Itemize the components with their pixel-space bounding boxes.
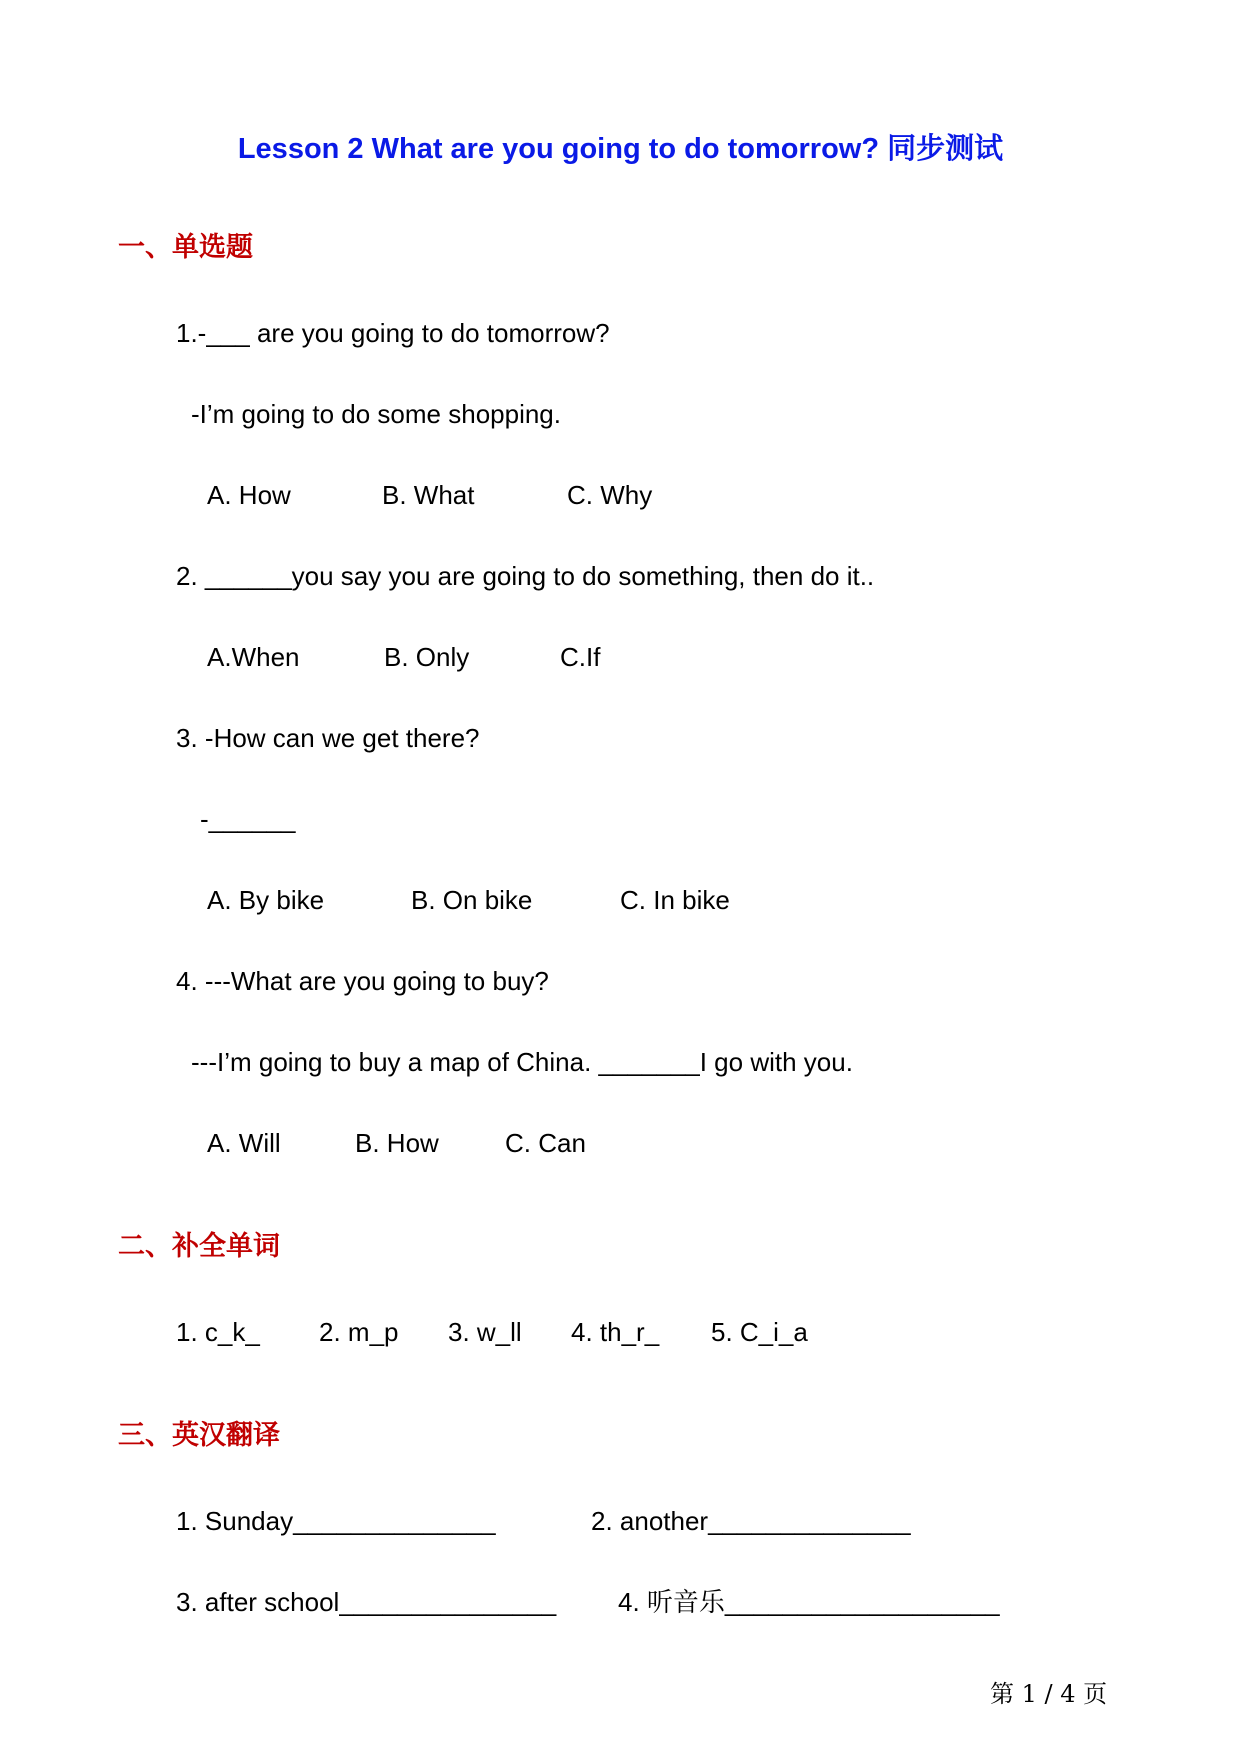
question-4-option-b: B. How bbox=[355, 1128, 439, 1158]
section-heading-complete-words: 二、补全单词 bbox=[118, 1231, 280, 1261]
translation-item-4: 4. 听音乐___________________ bbox=[618, 1587, 1000, 1617]
word-item-2: 2. m_p bbox=[319, 1317, 399, 1347]
translation-item-1: 1. Sunday______________ bbox=[176, 1506, 496, 1536]
page-number: 第 1 / 4 页 bbox=[990, 1680, 1108, 1708]
document-title: Lesson 2 What are you going to do tomorrow? 同步测试 bbox=[237, 133, 1004, 165]
question-3-reply: -______ bbox=[200, 804, 296, 834]
word-item-1: 1. c_k_ bbox=[176, 1317, 260, 1347]
question-2-option-a: A.When bbox=[207, 642, 300, 672]
question-2-option-b: B. Only bbox=[384, 642, 470, 672]
question-4-reply: ---I’m going to buy a map of China. _______I go with you. bbox=[191, 1047, 853, 1077]
word-item-3: 3. w_ll bbox=[448, 1317, 522, 1347]
word-item-4: 4. th_r_ bbox=[571, 1317, 660, 1347]
question-1-option-b: B. What bbox=[382, 480, 475, 510]
question-3-stem: 3. -How can we get there? bbox=[176, 723, 480, 753]
question-1-reply: -I’m going to do some shopping. bbox=[191, 399, 561, 429]
translation-item-3: 3. after school_______________ bbox=[176, 1587, 557, 1617]
question-4-option-c: C. Can bbox=[505, 1128, 586, 1158]
question-3-option-c: C. In bike bbox=[620, 885, 730, 915]
question-3-option-a: A. By bike bbox=[207, 885, 325, 915]
question-2-option-c: C.If bbox=[560, 642, 601, 672]
question-1-option-a: A. How bbox=[207, 480, 291, 510]
question-4-option-a: A. Will bbox=[207, 1128, 281, 1158]
question-1-option-c: C. Why bbox=[567, 480, 653, 510]
section-heading-translation: 三、英汉翻译 bbox=[118, 1420, 280, 1450]
question-3-option-b: B. On bike bbox=[411, 885, 533, 915]
question-2-stem: 2. ______you say you are going to do something, then do it.. bbox=[176, 561, 875, 591]
section-heading-multiple-choice: 一、单选题 bbox=[118, 232, 253, 262]
translation-item-2: 2. another______________ bbox=[591, 1506, 911, 1536]
question-1-stem: 1.-___ are you going to do tomorrow? bbox=[176, 318, 610, 348]
word-item-5: 5. C_i_a bbox=[711, 1317, 808, 1347]
question-4-stem: 4. ---What are you going to buy? bbox=[176, 966, 549, 996]
